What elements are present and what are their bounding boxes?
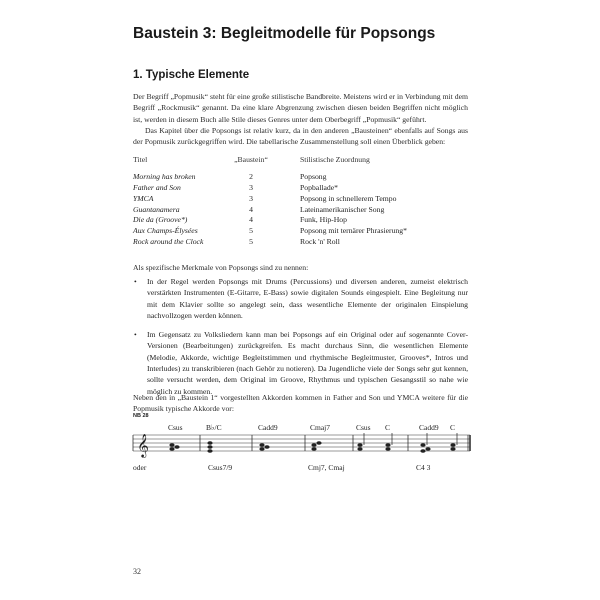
note-head [207,449,212,453]
features-intro: Als spezifische Merkmale von Popsongs sind zu nennen: [133,263,309,272]
table-cell-baustein: 5 [249,226,253,236]
note-head [450,443,455,447]
table-header-baustein: „Baustein“ [234,155,268,164]
note-head [357,447,362,451]
table-cell-baustein: 5 [249,237,253,247]
note-head [311,443,316,447]
chord-label: Cmj7, Cmaj [308,463,345,472]
table-cell-style: Funk, Hip-Hop [300,215,347,225]
table-cell-style: Lateinamerikanischer Song [300,204,385,214]
table-cell-title: Guantanamera [133,204,180,214]
chords-intro: Neben den in „Baustein 1“ vorgestellten Akkorden kommen in Father and Son und YMCA weitere für die Popmusik typische Akkorde vor: [133,393,468,414]
table-cell-style: Popsong mit ternärer Phrasierung* [300,226,407,236]
chord-label: Cadd9 [419,423,439,432]
table-cell-style: Rock 'n' Roll [300,237,340,247]
table-cell-title: Morning has broken [133,171,196,181]
bullet-icon: • [134,330,137,340]
note-head [385,447,390,451]
note-head [450,447,455,451]
table-cell-title: Aux Champs-Élysées [133,226,198,236]
chord-label: Csus7/9 [208,463,233,472]
note-head [311,447,316,451]
chord-label: B♭/C [206,423,222,432]
chord-label: Cmaj7 [310,423,330,432]
table-cell-title: Die da (Groove*) [133,215,188,225]
table-cell-baustein: 3 [249,193,253,203]
chord-label: C [385,423,391,432]
table-cell-style: Popsong in schnellerem Tempo [300,193,397,203]
chord-label: C4 3 [416,463,431,472]
note-head [316,441,321,445]
note-head [207,445,212,449]
table-cell-title: Father and Son [133,182,181,192]
bullet-text: In der Regel werden Popsongs mit Drums (Percussions) und diversen anderen, zumeist elektrisch verstärkten Instrumenten (E-Gitarre, E-Bass) sowie digitalen Sounds eingespielt. Eine Begleitung nur mit dem Klavier sollte so angelegt sein, dass wesentliche Elemente der originalen Einspielung nachvollzogen werden können. [147,277,468,320]
bullet-icon: • [134,277,137,286]
chapter-title: Baustein 3: Begleitmodelle für Popsongs [133,25,436,42]
note-head [264,445,269,449]
table-header-style: Stilistische Zuordnung [300,155,370,164]
chord-label: Csus [168,423,183,432]
staff-lines [133,435,470,451]
note-head [420,449,425,453]
note-head [385,443,390,447]
note-head [169,443,174,447]
page-number: 32 [133,567,141,576]
note-head [420,443,425,447]
table-cell-title: Rock around the Clock [133,237,204,247]
intro-paragraph-2: Das Kapitel über die Popsongs ist relativ kurz, da in den anderen „Bausteinen“ ebenfalls auf Songs aus der Popmusik zurückgegriffen wird. Die tabellarische Zusammenstellung soll einen Überblick geben: [133,126,468,147]
table-cell-baustein: 3 [249,182,253,192]
oder-label: oder [133,463,147,472]
note-head [357,443,362,447]
table-cell-baustein: 4 [249,215,253,225]
treble-clef-icon: 𝄞 [137,435,149,457]
note-head [425,447,430,451]
table-cell-baustein: 4 [249,204,253,214]
table-cell-title: YMCA [133,193,154,203]
table-cell-style: Popsong [300,171,327,181]
chord-label: C [450,423,456,432]
note-head [259,443,264,447]
example-label: NB 28 [133,413,149,419]
bullet-text: Im Gegensatz zu Volksliedern kann man bei Popsongs auf ein Original oder auf sogenannte Cover-Versionen (Bearbeitungen) zurückgreifen. Es macht durchaus Sinn, die wesentlichen Elemente (Melodie, Akkorde, wichtige Begleitstimmen und rhythmische Begleitmuster, Grooves*, Intros und Interludes) zu transkribieren (nach Gehör zu notieren). Da Jugendliche viele der Songs sehr gut kennen, sollte versucht werden, dem Original im Groove, Rhythmus und typischen Gesangsstil so nahe wie möglich zu kommen. [147,330,468,396]
table-header-title: Titel [133,155,148,164]
chord-label: Cadd9 [258,423,278,432]
table-cell-style: Popballade* [300,182,339,192]
chord-label: Csus [356,423,371,432]
intro-paragraph-1: Der Begriff „Popmusik“ steht für eine große stilistische Bandbreite. Meistens wird er in Verbindung mit dem Begriff „Rockmusik“ genannt. Da eine klare Abgrenzung zwischen diesen beiden Begriffen nicht möglich ist, werden in diesem Buch alle Stile dieses Genres unter dem Oberbegriff „Popmusik“ geführt. [133,92,468,124]
section-title: 1. Typische Elemente [133,69,250,81]
note-head [259,447,264,451]
table-cell-baustein: 2 [249,171,253,181]
note-head [169,447,174,451]
note-head [174,445,179,449]
note-head [207,441,212,445]
